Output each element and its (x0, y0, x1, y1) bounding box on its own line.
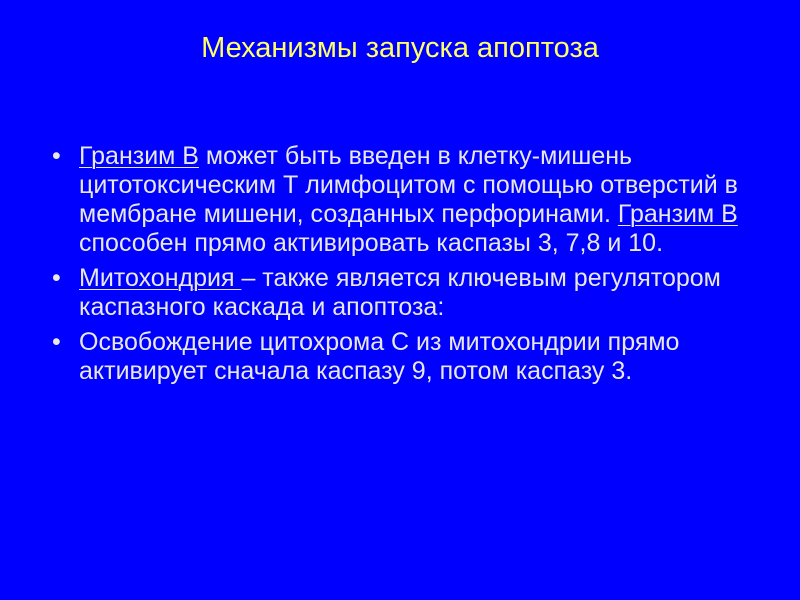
slide-title: Механизмы запуска апоптоза (201, 32, 599, 64)
bullet-icon: • (52, 264, 61, 292)
bullet-mitochondria (52, 264, 762, 322)
term-granzyme-b-second: Гранзим В (617, 200, 738, 228)
bullet-icon: • (52, 142, 61, 170)
bullet-list (52, 142, 762, 392)
bullet-text: Освобождение цитохрома С из митохондрии прямо активирует сначала каспазу 9, потом каспазу 3. (79, 328, 680, 385)
bullet-granzyme (52, 142, 762, 258)
term-mitochondria: Митохондрия (79, 264, 242, 292)
bullet-text-continued: способен прямо активировать каспазы 3, 7,8 и 10. (79, 229, 664, 257)
bullet-text: может быть введен в клетку-мишень цитотоксическим Т лимфоцитом с помощью отверстий в мембране мишени, созданных перфоринами. (79, 142, 738, 228)
bullet-cytochrome-c (52, 328, 762, 386)
term-granzyme-b: Гранзим В (79, 142, 199, 170)
bullet-text: – также является ключевым регулятором каспазного каскада и апоптоза: (79, 264, 721, 321)
bullet-icon: • (52, 328, 61, 356)
